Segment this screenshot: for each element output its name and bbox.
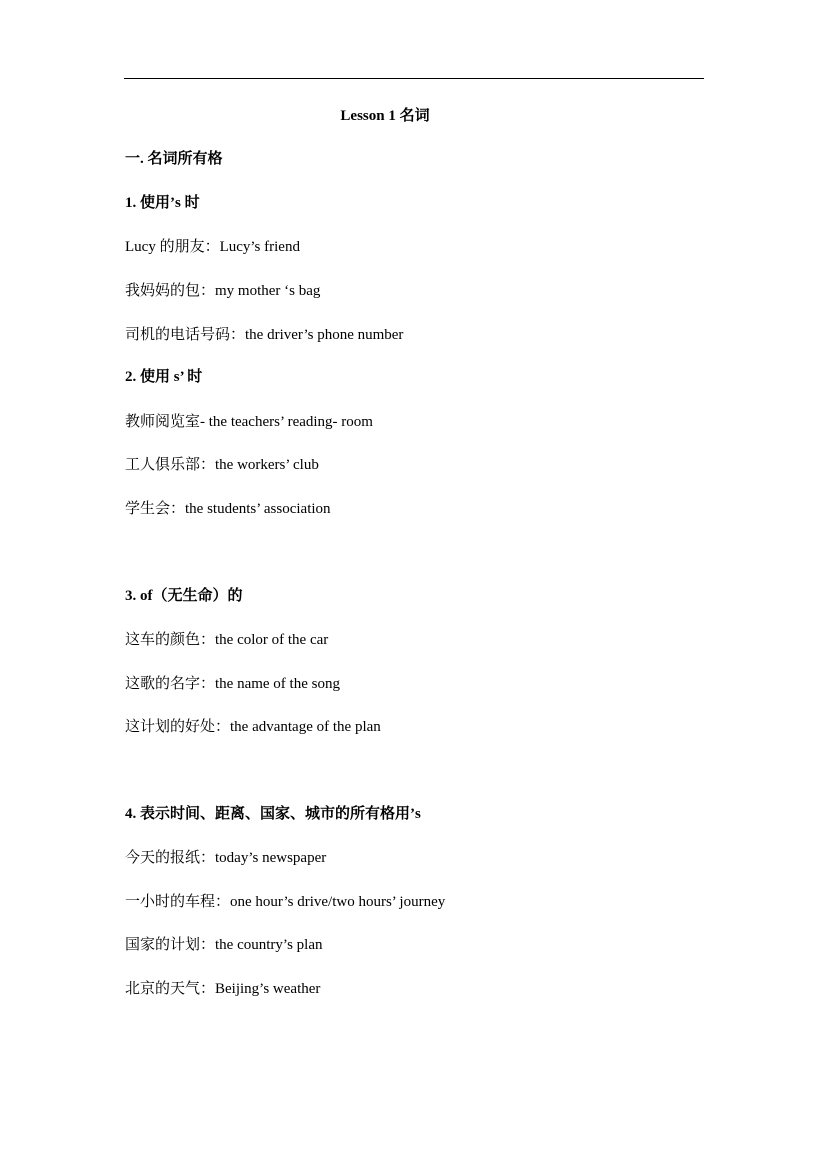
section-heading-apostrophe-s: 1. 使用’s 时 [125, 195, 200, 211]
example-line: 教师阅览室- the teachers’ reading- room [125, 414, 373, 430]
example-line: 学生会：the students’ association [125, 501, 331, 517]
header-rule [124, 78, 704, 79]
example-line: 一小时的车程：one hour’s drive/two hours’ journey [125, 894, 446, 910]
example-line: 这计划的好处：the advantage of the plan [125, 719, 381, 735]
section-heading-of: 3. of（无生命）的 [125, 588, 243, 604]
section-heading-possessive: 一. 名词所有格 [125, 151, 223, 167]
example-line: 这车的颜色：the color of the car [125, 632, 329, 648]
example-line: 司机的电话号码：the driver’s phone number [125, 327, 404, 343]
example-line: 我妈妈的包：my mother ‘s bag [125, 283, 321, 299]
example-line: 国家的计划：the country’s plan [125, 937, 323, 953]
example-line: 工人俱乐部：the workers’ club [125, 457, 319, 473]
example-line: Lucy 的朋友：Lucy’s friend [125, 239, 300, 255]
section-heading-time-distance: 4. 表示时间、距离、国家、城市的所有格用’s [125, 806, 421, 822]
section-heading-s-apostrophe: 2. 使用 s’ 时 [125, 369, 203, 385]
page-title: Lesson 1 名词 [340, 108, 430, 124]
example-line: 今天的报纸：today’s newspaper [125, 850, 327, 866]
example-line: 这歌的名字：the name of the song [125, 676, 340, 692]
example-line: 北京的天气：Beijing’s weather [125, 981, 321, 997]
